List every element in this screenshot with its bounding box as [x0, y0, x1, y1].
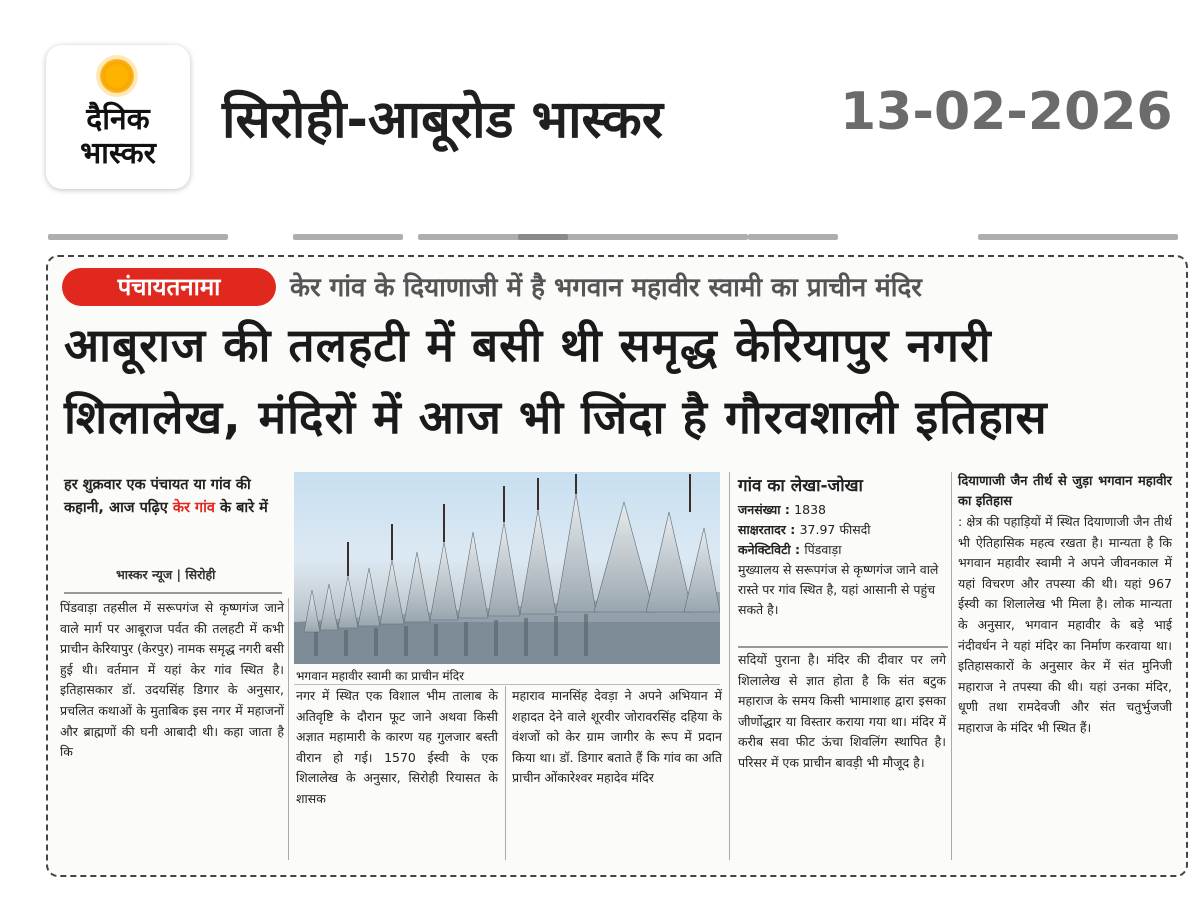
main-headline-line1: आबूराज की तलहटी में बसी थी समृद्ध केरियापुर नगरी — [64, 318, 992, 372]
photo-caption: भगवान महावीर स्वामी का प्राचीन मंदिर — [296, 669, 464, 683]
clipped-text-strip — [48, 234, 1188, 244]
intro-text — [64, 474, 280, 520]
village-facts-box — [738, 472, 946, 620]
facts-population-value: 1838 — [794, 502, 826, 517]
facts-connectivity-label: कनेक्टिविटी : — [738, 542, 805, 557]
facts-connectivity — [738, 540, 946, 560]
facts-population — [738, 500, 946, 520]
sidebar-subheading: दियाणाजी जैन तीर्थ से जुड़ा भगवान महावीर का इतिहास — [958, 474, 1172, 509]
edition-date: 13-02-2026 — [840, 82, 1173, 142]
edition-title: सिरोही-आबूरोड भास्कर — [222, 90, 663, 150]
column-rule — [951, 472, 952, 860]
logo-text-line2: भास्कर — [80, 136, 156, 171]
divider — [738, 646, 948, 648]
facts-note: मुख्यालय से सरूपगंज से कृष्णगंज जाने वाले रास्ते पर गांव स्थित है, यहां आसानी से पहुंच सकते है। — [738, 562, 939, 617]
main-headline-line2: शिलालेख, मंदिरों में आज भी जिंदा है गौरवशाली इतिहास — [64, 390, 1048, 444]
body-column-1: पिंडवाड़ा तहसील में सरूपगंज से कृष्णगंज जाने वाले मार्ग पर आबूराज पर्वत की तलहटी में कभी प्राचीन केरियापुर (केरपुर) नामक समृद्ध नगरी बसी हुई थी। वर्तमान में यहां केर गांव स्थित है। इतिहासकार डॉ. उदयसिंह डिगार के अनुसार, प्रचलित कथाओं के मुताबिक इस नगर में महाजनों और ब्राह्मणों की घनी आबादी थी। कहा जाता है कि — [60, 600, 284, 760]
column-rule — [505, 686, 506, 860]
body-column-5 — [958, 472, 1172, 862]
facts-literacy — [738, 520, 946, 540]
byline: भास्कर न्यूज | सिरोही — [116, 567, 216, 582]
body-column-3: महाराव मानसिंह देवड़ा ने अपने अभियान में शहादत देने वाले शूरवीर जोरावरसिंह दहिया के वंशजों को केर ग्राम जागीर के रूप में प्रदान किया था। डॉ. डिगार बताते हैं कि गांव का अति प्राचीन ओंकारेश्वर महादेव मंदिर — [512, 688, 722, 786]
facts-literacy-label: साक्षरतादर : — [738, 522, 800, 537]
sidebar-text: : क्षेत्र की पहाड़ियों में स्थित दियाणाजी जैन तीर्थ भी ऐतिहासिक महत्व रखता है। मान्यता है कि भगवान महावीर स्वामी ने अपने जीवनकाल में यहां विचरण और तपस्या की थी। यहां 967 ईस्वी का शिलालेख भी मिला है। लोक मान्यता के अनुसार, भगवान महावीर के बड़े भाई नंदीवर्धन ने यहां मंदिर का निर्माण करवाया था। इतिहासकारों के अनुसार केर में संत मुनिजी महाराज ने तपस्या की थी। यहां उनका मंदिर, धूणी तथा रामदेवजी और संत चतुर्भुजजी महाराज के मंदिर भी स्थित हैं। — [958, 514, 1172, 735]
body-column-4: सदियों पुराना है। मंदिर की दीवार पर लगे शिलालेख से ज्ञात होता है कि संत बटुक महाराज के समय किसी भामाशाह द्वारा इसका जीर्णोद्धार या विस्तार कराया गया था। मंदिर में करीब सवा फीट ऊंचा शिवलिंग स्थापित है। परिसर में एक प्राचीन बावड़ी भी मौजूद है। — [738, 652, 946, 770]
temple-illustration — [294, 472, 720, 664]
divider — [64, 592, 282, 594]
divider — [294, 684, 720, 685]
temple-photo — [294, 472, 720, 664]
intro-text-a: हर शुक्रवार एक पंचायत या गांव की कहानी, आज पढ़िए — [64, 477, 251, 516]
column-rule — [288, 598, 289, 860]
kicker-headline: केर गांव के दियाणाजी में है भगवान महावीर स्वामी का प्राचीन मंदिर — [290, 273, 922, 303]
facts-literacy-value: 37.97 फीसदी — [799, 522, 871, 537]
dainik-bhaskar-logo — [46, 45, 190, 189]
facts-population-label: जनसंख्या : — [738, 502, 795, 517]
section-tag: पंचायतनामा — [62, 268, 276, 306]
column-rule — [729, 472, 730, 860]
logo-text-line1: दैनिक — [86, 102, 150, 137]
facts-connectivity-value: पिंडवाड़ा — [804, 542, 842, 557]
body-column-2: नगर में स्थित एक विशाल भीम तालाब के अतिवृष्टि के दौरान फूट जाने अथवा किसी अज्ञात महामारी के कारण यह गुलजार बस्ती वीरान हो गई। 1570 ईस्वी के एक शिलालेख के अनुसार, सिरोही रियासत के शासक — [296, 688, 498, 806]
intro-text-b: के बारे में — [214, 500, 268, 516]
intro-village-name: केर गांव — [172, 500, 215, 516]
sun-icon — [100, 59, 134, 93]
facts-title: गांव का लेखा-जोखा — [738, 476, 863, 496]
